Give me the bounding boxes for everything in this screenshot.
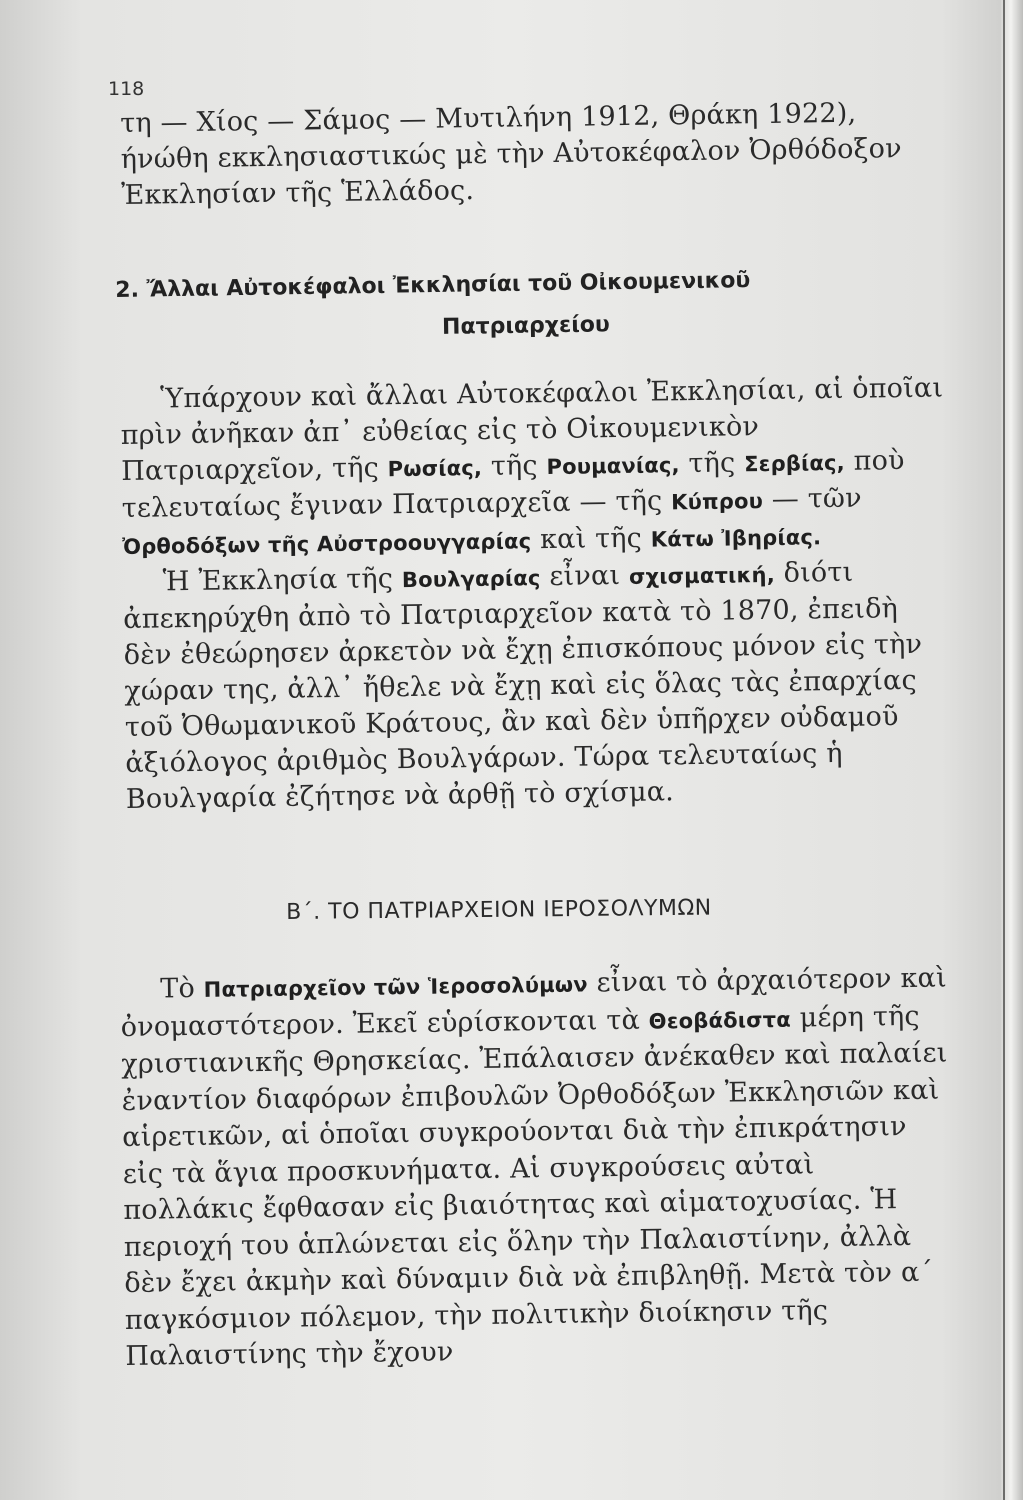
heading-line2: Πατριαρχείου — [441, 312, 610, 340]
emphasis-bulgaria: Βουλγαρίας — [401, 566, 541, 593]
text-run: μέρη τῆς χριστιανικῆς Θρησκείας. Ἐπάλαισεν ἀνέκαθεν καὶ παλαίει ἐναντίον διαφόρων ἐπιβουλῶν Ὀρθοδόξων Ἐκκλησιῶν καὶ αἱρετικῶν, αἱ ὁποῖαι συγκρούονται διὰ τὴν ἐπικράτησιν εἰς τὰ ἅγια προσκυνήματα. Αἱ συγκρούσεις αὐταὶ πολλάκις ἔφθασαν εἰς βιαιότητας καὶ αἱματοχυσίας. Ἡ περιοχή του ἁπλώνεται εἰς ὅλην τὴν Παλαιστίνην, ἀλλὰ δὲν ἔχει ἀκμὴν καὶ δύναμιν διὰ νὰ ἐπιβληθῇ. Μετὰ τὸν α΄ παγκόσμιον πόλεμον, τὴν πολιτικὴν διοίκησιν τῆς Παλαιστίνης τὴν ἔχουν — [121, 1000, 948, 1372]
text-run: ποὺ τελευταίως ἔγιναν Πατριαρχεῖα — τῆς — [121, 445, 905, 524]
heading-line1: 2. Ἄλλαι Αὐτοκέφαλοι Ἐκκλησίαι τοῦ Οἰκουμενικοῦ — [115, 268, 751, 303]
emphasis-russia: Ρωσίας, — [387, 455, 483, 482]
page-edge-shadow — [1003, 0, 1005, 1500]
body-section-2 — [120, 370, 956, 818]
emphasis-serbia: Σερβίας, — [743, 450, 846, 477]
paragraph-jerusalem — [120, 960, 956, 1375]
chapter-title: Β΄. ΤΟ ΠΑΤΡΙΑΡΧΕΙΟΝ ΙΕΡΟΣΟΛΥΜΩΝ — [286, 895, 712, 925]
text-run: Τὸ — [160, 972, 204, 1005]
text-run: τῆς — [679, 447, 745, 480]
emphasis-iberia: Κάτω Ἰβηρίας. — [650, 525, 822, 552]
paragraph-bulgaria — [123, 553, 956, 818]
emphasis-austria-hungary: Ὀρθοδόξων τῆς Αὐστροουγγαρίας — [122, 529, 532, 559]
text-run: Ἡ Ἐκκλησία τῆς — [162, 563, 403, 598]
text-run: Ὑπάρχουν καὶ ἄλλαι Αὐτοκέφαλοι Ἐκκλησίαι, αἱ ὁποῖαι πρὶν ἀνῆκαν ἀπ᾽ εὐθείας εἰς τὸ Οἰκουμενικὸν Πατριαρχεῖον, τῆς — [120, 372, 944, 487]
page-number: 118 — [108, 78, 145, 100]
emphasis-theovadista: Θεοβάδιστα — [648, 1007, 792, 1034]
body-section-b — [120, 960, 956, 1375]
intro-paragraph — [120, 94, 951, 214]
emphasis-cyprus: Κύπρου — [670, 489, 764, 515]
section-heading — [115, 257, 946, 354]
emphasis-jerusalem-patriarchate: Πατριαρχεῖον τῶν Ἱεροσολύμων — [203, 972, 588, 1002]
text-run: — τῶν — [762, 482, 862, 516]
paragraph-autocephalous — [120, 370, 952, 565]
text-run: καὶ τῆς — [531, 522, 651, 556]
text-run: εἶναι — [540, 559, 630, 593]
emphasis-schismatic: σχισματική, — [628, 562, 776, 589]
text-run: διότι ἀπεκηρύχθη ἀπὸ τὸ Πατριαρχεῖον κατὰ τὸ 1870, ἐπειδὴ δὲν ἐθεώρησεν ἀρκετὸν νὰ ἔχῃ ἐπισκόπους μόνον εἰς τὴν χώραν της, ἀλλ᾽ ἤθελε νὰ ἔχῃ καὶ εἰς ὅλας τὰς ἐπαρχίας τοῦ Ὀθωμανικοῦ Κράτους, ἂν καὶ δὲν ὑπῆρχεν οὐδαμοῦ ἀξιόλογος ἀριθμὸς Βουλγάρων. Τώρα τελευταίως ἡ Βουλγαρία ἐζήτησε νὰ ἀρθῇ τὸ σχίσμα. — [123, 556, 923, 815]
text-run: τῆς — [481, 450, 547, 482]
text-run: εἶναι τὸ ἀρχαιότερον καὶ ὀνομαστότερον. Ἐκεῖ εὑρίσκονται τὰ — [120, 962, 947, 1043]
emphasis-romania: Ρουμανίας, — [546, 453, 680, 480]
intro-text: τη — Χίος — Σάμος — Μυτιλήνη 1912, Θράκη 1922), ήνώθη εκκλησιαστικώς μὲ τὴν Αὐτοκέφαλον Ὀρθόδοξον Ἐκκλησίαν τῆς Ἑλλάδος. — [120, 97, 902, 211]
